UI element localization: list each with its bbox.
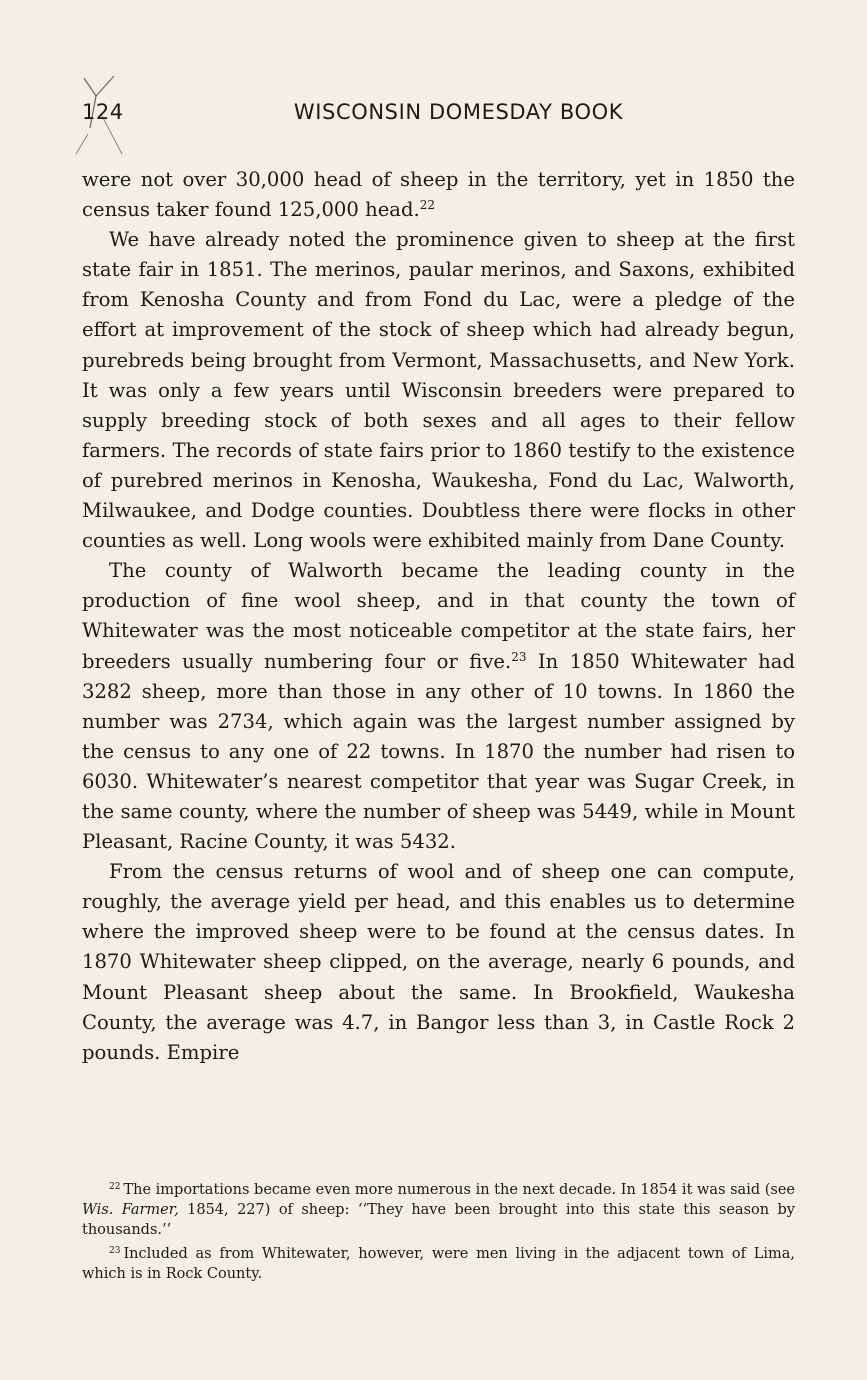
text-run: In 1850 Whitewater had 3282 sheep, more than those in any other of 10 towns. In 1860 the number was 2734, which again was the largest number assigned by the census to any one of 22 towns. In 1870 the number had risen to 6030. Whitewater’s nearest competitor that year was Sugar Creek, in the same county, where the number of sheep was 5449, while in Mount Pleasant, Racine County, it was 5432. xyxy=(82,649,795,854)
text-run: From the census returns of wool and of sheep one can compute, roughly, the average yield per head, and this enables us to determine where the improved sheep were to be found at the census dates. In 1870 Whitewater sheep clipped, on the average, nearly 6 pounds, and Mount Pleasant sheep about the same. In Brookfield, Waukesha County, the average was 4.7, in Bangor less than 3, in Castle Rock 2 pounds. Empire xyxy=(82,860,795,1064)
text-run: Included as from Whitewater, however, were men living in the adjacent town of Lima, which is in Rock County. xyxy=(82,1246,795,1282)
footnote-marker: 23 xyxy=(109,1246,121,1256)
paragraph xyxy=(82,225,795,556)
text-run: The importations became even more numerous in the next decade. In 1854 it was said (see xyxy=(123,1182,795,1198)
footnote xyxy=(82,1180,795,1240)
footnote-reference: 23 xyxy=(511,649,527,664)
text-run: The county of Walworth became the leading county in the production of fine wool sheep, and in that county the town of Whitewater was the most noticeable competitor at the state fairs, her breeders usually numbering four or five. xyxy=(82,559,795,673)
text-run: We have already noted the prominence given to sheep at the first state fair in 1851. The merinos, paular merinos, and Saxons, exhibited from Kenosha County and from Fond du Lac, were a pledge of the effort at improvement of the stock of sheep which had already begun, purebreds being brought from Vermont, Massachusetts, and New York. It was only a few years until Wisconsin breeders were prepared to supply breeding stock of both sexes and all ages to their fellow farmers. The records of state fairs prior to 1860 testify to the existence of purebred merinos in Kenosha, Waukesha, Fond du Lac, Walworth, Milwaukee, and Dodge counties. Doubtless there were flocks in other counties as well. Long wools were exhibited mainly from Dane County. xyxy=(82,228,795,553)
text-run: were not over 30,000 head of sheep in the territory, yet in 1850 the census taker found 125,000 head. xyxy=(82,168,795,222)
italic-text: Wis. Farmer, xyxy=(82,1202,179,1218)
footnote-reference: 22 xyxy=(419,198,436,213)
text-run: 1854, 227) of sheep: ‘‘They have been brought into this state this season by thousands.’’ xyxy=(82,1202,795,1238)
page-header xyxy=(82,100,795,130)
paragraph xyxy=(82,556,795,857)
page-number: 124 xyxy=(82,100,124,124)
footnote xyxy=(82,1244,795,1284)
body-text xyxy=(82,165,795,1068)
footnote-marker: 22 xyxy=(109,1182,121,1192)
footnotes xyxy=(82,1180,795,1288)
running-head: WISCONSIN DOMESDAY BOOK xyxy=(293,100,624,124)
paragraph xyxy=(82,165,795,225)
paragraph xyxy=(82,857,795,1068)
